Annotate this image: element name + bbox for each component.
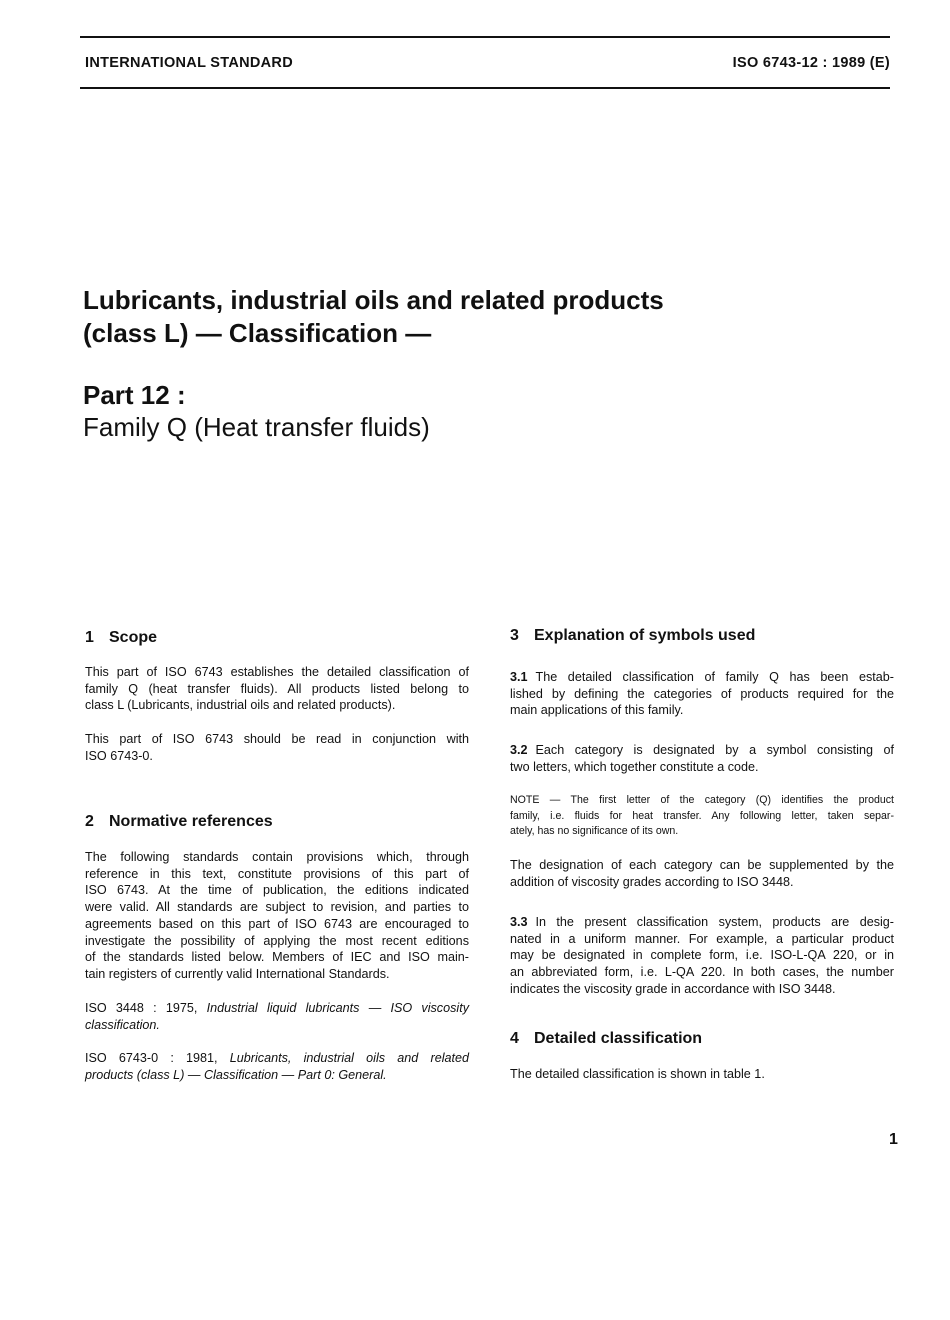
clause-3-3 xyxy=(510,914,894,998)
text-line: an abbreviated form, i.e. L-QA 220. In both cases, the number xyxy=(510,965,894,980)
text-line: tain registers of currently valid International Standards. xyxy=(85,966,390,981)
reference-title: Industrial liquid lubricants — ISO viscosity xyxy=(206,1001,469,1015)
normative-references-paragraph xyxy=(85,849,469,983)
heading-scope xyxy=(85,629,157,647)
scope-paragraph-2 xyxy=(85,731,469,764)
text-line: ISO 6743-0. xyxy=(85,748,153,763)
text-line: two letters, which together constitute a code. xyxy=(510,759,759,774)
text-line: ately, has no significance of its own. xyxy=(510,825,679,837)
section-title: Explanation of symbols used xyxy=(534,627,756,644)
section-title: Normative references xyxy=(109,813,273,830)
text-line: indicates the viscosity grade in accordance with ISO 3448. xyxy=(510,981,836,996)
text-line: ISO 6743. At the time of publication, the editions indicated xyxy=(85,883,469,898)
text-line: family Q (heat transfer fluids). All products listed belong to xyxy=(85,681,469,696)
section-number: 3 xyxy=(510,627,519,644)
text-line: investigate the possibility of applying the most recent editions xyxy=(85,933,469,948)
document-type: INTERNATIONAL STANDARD xyxy=(85,55,293,71)
text-line: NOTE — The first letter of the category (Q) identifies the product xyxy=(510,794,894,806)
part-label: Part 12 : xyxy=(83,380,186,410)
text-line: This part of ISO 6743 establishes the detailed classification of xyxy=(85,665,469,679)
text-line xyxy=(510,742,894,759)
text-line xyxy=(510,914,894,931)
reference-title: Lubricants, industrial oils and related xyxy=(229,1051,470,1065)
text-line: class L (Lubricants, industrial oils and related products). xyxy=(85,698,396,713)
text-line: The designation of each category can be supplemented by the xyxy=(510,858,894,872)
designation-paragraph xyxy=(510,857,894,890)
text-line: The following standards contain provisions which, through xyxy=(85,850,469,864)
clause-number: 3.2 xyxy=(510,743,528,757)
text-line: of the standards listed below. Members of IEC and ISO main- xyxy=(85,950,469,965)
clause-number: 3.1 xyxy=(510,670,528,684)
header-bottom-rule xyxy=(80,87,890,89)
title-block xyxy=(83,284,664,350)
reference-iso-6743-0 xyxy=(85,1050,469,1083)
clause-text: Each category is designated by a symbol consisting of xyxy=(535,743,894,757)
section-title: Scope xyxy=(109,629,158,646)
text-line: reference in this text, constitute provisions of this part of xyxy=(85,866,469,881)
text-line xyxy=(510,669,894,686)
section-number: 4 xyxy=(510,1030,519,1047)
clause-3-2 xyxy=(510,742,894,775)
page-number: 1 xyxy=(889,1131,898,1148)
text-line: The detailed classification is shown in table 1. xyxy=(510,1067,765,1081)
text-line: family, i.e. fluids for heat transfer. Any following letter, taken separ- xyxy=(510,809,894,822)
reference-title-cont: products (class L) — Classification — Part 0: General. xyxy=(85,1067,387,1082)
text-line: This part of ISO 6743 should be read in conjunction with xyxy=(85,732,469,746)
clause-text: In the present classification system, products are desig- xyxy=(535,915,894,929)
clause-number: 3.3 xyxy=(510,915,528,929)
note xyxy=(510,793,894,840)
text-line: lished by defining the categories of products required for the xyxy=(510,686,894,701)
text-line: main applications of this family. xyxy=(510,703,684,718)
text-line: may be designated in complete form, i.e. ISO-L-QA 220, or in xyxy=(510,948,894,963)
text-line: were valid. All standards are subject to revision, and parties to xyxy=(85,900,469,915)
clause-3-1 xyxy=(510,669,894,719)
heading-detailed-classification xyxy=(510,1030,702,1048)
heading-normative-references xyxy=(85,813,273,831)
reference-id: ISO 6743-0 : 1981, xyxy=(85,1051,218,1065)
title-line-1: Lubricants, industrial oils and related products xyxy=(83,285,664,315)
scope-paragraph-1 xyxy=(85,664,469,714)
text-line: agreements based on this part of ISO 6743 are encouraged to xyxy=(85,916,469,931)
title-line-2: (class L) — Classification — xyxy=(83,318,432,348)
text-line: addition of viscosity grades according to ISO 3448. xyxy=(510,874,794,889)
section-number: 2 xyxy=(85,813,94,830)
text-line: nated in a uniform manner. For example, a particular product xyxy=(510,931,894,946)
section-number: 1 xyxy=(85,629,94,646)
clause-text: The detailed classification of family Q has been estab- xyxy=(535,670,894,684)
reference-iso-3448 xyxy=(85,1000,469,1033)
reference-id: ISO 3448 : 1975, xyxy=(85,1001,198,1015)
detailed-classification-paragraph xyxy=(510,1066,894,1083)
heading-explanation-of-symbols xyxy=(510,627,755,645)
part-subtitle: Family Q (Heat transfer fluids) xyxy=(83,412,430,442)
standard-number: ISO 6743-12 : 1989 (E) xyxy=(732,55,890,71)
header-top-rule xyxy=(80,36,890,38)
section-title: Detailed classification xyxy=(534,1030,703,1047)
reference-title-cont: classification. xyxy=(85,1017,160,1032)
